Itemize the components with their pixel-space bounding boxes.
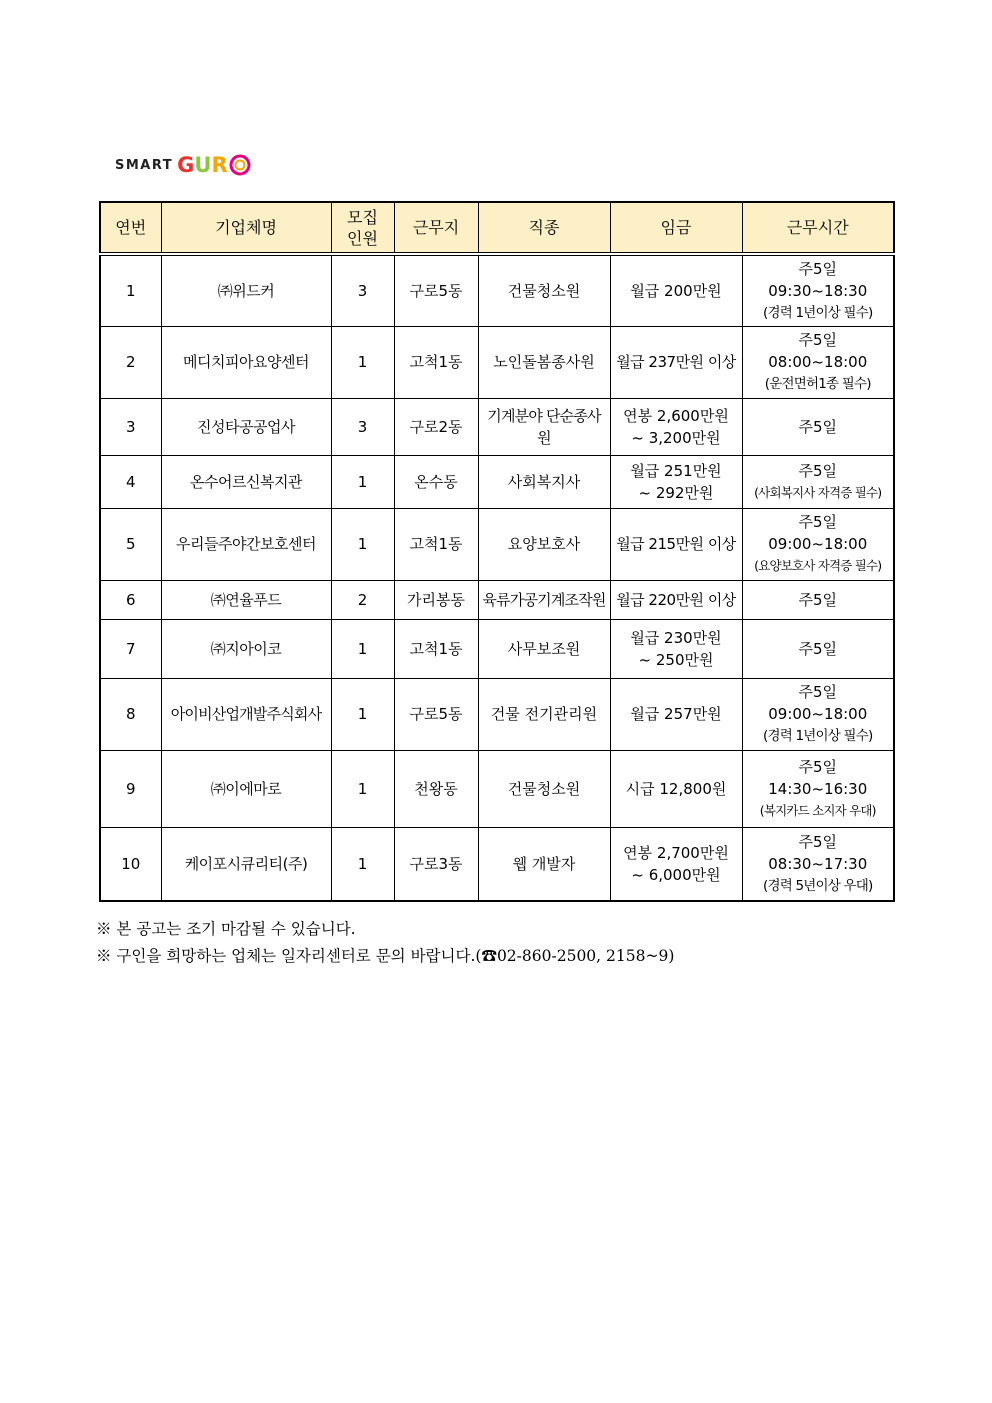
table-row bbox=[100, 580, 894, 619]
cell-wage bbox=[610, 678, 742, 750]
header-count-line2: 인원 bbox=[347, 228, 378, 248]
logo-smart-text: SMART bbox=[115, 157, 174, 173]
cell-no: 9 bbox=[100, 750, 161, 827]
wage-line: 월급 251만원 bbox=[630, 461, 722, 480]
header-count bbox=[331, 202, 394, 254]
cell-company: 온수어르신복지관 bbox=[161, 455, 331, 508]
cell-wage bbox=[610, 455, 742, 508]
hours-line: 주5일 bbox=[798, 757, 838, 776]
table-row bbox=[100, 326, 894, 398]
cell-location: 고척1동 bbox=[394, 619, 478, 678]
table-row bbox=[100, 750, 894, 827]
cell-job: 요양보호사 bbox=[478, 508, 610, 580]
hours-line: (경력 5년이상 우대) bbox=[763, 877, 873, 894]
cell-hours bbox=[742, 254, 894, 326]
cell-job: 노인돌봄종사원 bbox=[478, 326, 610, 398]
note-early-close: ※ 본 공고는 조기 마감될 수 있습니다. bbox=[96, 920, 356, 938]
cell-hours bbox=[742, 750, 894, 827]
hours-line: 주5일 bbox=[798, 259, 838, 278]
table-row bbox=[100, 508, 894, 580]
hours-line: (요양보호사 자격증 필수) bbox=[754, 558, 882, 573]
cell-wage bbox=[610, 750, 742, 827]
hours-line: 08:00~18:00 bbox=[768, 353, 868, 371]
wage-line: 월급 257만원 bbox=[630, 705, 722, 723]
cell-location: 구로5동 bbox=[394, 678, 478, 750]
cell-count: 3 bbox=[331, 254, 394, 326]
hours-line: (복지카드 소지자 우대) bbox=[759, 802, 876, 818]
cell-hours bbox=[742, 827, 894, 901]
cell-no: 10 bbox=[100, 827, 161, 901]
wage-line: 시급 12,800원 bbox=[625, 779, 727, 798]
table-row bbox=[100, 455, 894, 508]
header-no: 연번 bbox=[100, 202, 161, 254]
wage-line: 월급 200만원 bbox=[630, 281, 722, 300]
cell-no: 1 bbox=[100, 254, 161, 326]
cell-company: ㈜지아이코 bbox=[161, 619, 331, 678]
cell-hours bbox=[742, 455, 894, 508]
hours-line: (사회복지사 자격증 필수) bbox=[754, 484, 882, 500]
notes bbox=[96, 916, 674, 970]
hours-line: 09:30~18:30 bbox=[768, 281, 868, 300]
cell-hours bbox=[742, 678, 894, 750]
cell-job: 사회복지사 bbox=[478, 455, 610, 508]
cell-location: 구로5동 bbox=[394, 254, 478, 326]
hours-line: 주5일 bbox=[798, 461, 838, 480]
cell-count: 1 bbox=[331, 508, 394, 580]
cell-hours bbox=[742, 398, 894, 455]
cell-location: 고척1동 bbox=[394, 508, 478, 580]
wage-line: 월급 220만원 이상 bbox=[616, 590, 736, 609]
logo-letter-g: G bbox=[177, 152, 195, 177]
header-job: 직종 bbox=[478, 202, 610, 254]
wage-line: ~ 250만원 bbox=[638, 650, 714, 669]
cell-wage bbox=[610, 254, 742, 326]
cell-no: 2 bbox=[100, 326, 161, 398]
cell-job: 건물 전기관리원 bbox=[478, 678, 610, 750]
job-listing-table bbox=[99, 201, 895, 902]
table-header-row bbox=[100, 202, 894, 254]
cell-location: 천왕동 bbox=[394, 750, 478, 827]
hours-line: 09:00~18:00 bbox=[768, 535, 868, 553]
cell-hours bbox=[742, 580, 894, 619]
header-wage: 임금 bbox=[610, 202, 742, 254]
cell-location: 가리봉동 bbox=[394, 580, 478, 619]
cell-wage bbox=[610, 827, 742, 901]
cell-company: 우리들주야간보호센터 bbox=[161, 508, 331, 580]
hours-line: 주5일 bbox=[798, 513, 838, 531]
logo-o-ring-icon bbox=[229, 154, 251, 176]
hours-line: 주5일 bbox=[798, 639, 838, 658]
logo-letter-u: U bbox=[194, 152, 212, 177]
cell-count: 1 bbox=[331, 619, 394, 678]
hours-line: 주5일 bbox=[798, 590, 838, 609]
cell-job: 건물청소원 bbox=[478, 750, 610, 827]
header-count-line1: 모집 bbox=[347, 207, 378, 227]
table-row bbox=[100, 827, 894, 901]
cell-job: 사무보조원 bbox=[478, 619, 610, 678]
hours-line: 주5일 bbox=[798, 331, 838, 349]
note-contact: ※ 구인을 희망하는 업체는 일자리센터로 문의 바랍니다.(☎02-860-2500, 2158~9) bbox=[96, 947, 675, 965]
hours-line: 주5일 bbox=[798, 417, 838, 436]
cell-no: 3 bbox=[100, 398, 161, 455]
cell-location: 고척1동 bbox=[394, 326, 478, 398]
hours-line: 09:00~18:00 bbox=[768, 705, 868, 723]
header-hours: 근무시간 bbox=[742, 202, 894, 254]
wage-line: 월급 230만원 bbox=[630, 628, 722, 647]
hours-line: 주5일 bbox=[798, 832, 838, 851]
cell-no: 5 bbox=[100, 508, 161, 580]
cell-no: 7 bbox=[100, 619, 161, 678]
hours-line: (운전면허1종 필수) bbox=[764, 376, 871, 392]
table-row bbox=[100, 678, 894, 750]
cell-wage bbox=[610, 326, 742, 398]
cell-no: 8 bbox=[100, 678, 161, 750]
cell-count: 3 bbox=[331, 398, 394, 455]
header-company: 기업체명 bbox=[161, 202, 331, 254]
wage-line: 연봉 2,600만원 bbox=[623, 406, 729, 425]
hours-line: 주5일 bbox=[798, 683, 838, 701]
cell-company: 메디치피아요양센터 bbox=[161, 326, 331, 398]
cell-company: ㈜이에마로 bbox=[161, 750, 331, 827]
table-row bbox=[100, 398, 894, 455]
cell-count: 1 bbox=[331, 750, 394, 827]
cell-company: 아이비산업개발주식회사 bbox=[161, 678, 331, 750]
logo-letter-r: R bbox=[211, 152, 228, 177]
table-row bbox=[100, 619, 894, 678]
cell-count: 1 bbox=[331, 678, 394, 750]
wage-line: 월급 237만원 이상 bbox=[616, 353, 736, 371]
cell-company: ㈜연율푸드 bbox=[161, 580, 331, 619]
hours-line: (경력 1년이상 필수) bbox=[763, 728, 873, 744]
cell-job: 육류가공기계조작원 bbox=[478, 580, 610, 619]
cell-wage bbox=[610, 580, 742, 619]
cell-hours bbox=[742, 619, 894, 678]
header-location: 근무지 bbox=[394, 202, 478, 254]
cell-count: 2 bbox=[331, 580, 394, 619]
cell-count: 1 bbox=[331, 827, 394, 901]
cell-company: ㈜위드커 bbox=[161, 254, 331, 326]
hours-line: 08:30~17:30 bbox=[768, 854, 868, 873]
cell-location: 온수동 bbox=[394, 455, 478, 508]
cell-company: 진성타공공업사 bbox=[161, 398, 331, 455]
cell-job: 기계분야 단순종사원 bbox=[478, 398, 610, 455]
cell-no: 4 bbox=[100, 455, 161, 508]
cell-hours bbox=[742, 508, 894, 580]
cell-location: 구로2동 bbox=[394, 398, 478, 455]
cell-job: 건물청소원 bbox=[478, 254, 610, 326]
cell-no: 6 bbox=[100, 580, 161, 619]
wage-line: 연봉 2,700만원 bbox=[623, 843, 729, 862]
cell-company: 케이포시큐리티(주) bbox=[161, 827, 331, 901]
cell-wage bbox=[610, 619, 742, 678]
hours-line: 14:30~16:30 bbox=[768, 779, 868, 798]
cell-wage bbox=[610, 508, 742, 580]
cell-job: 웹 개발자 bbox=[478, 827, 610, 901]
cell-count: 1 bbox=[331, 455, 394, 508]
logo-guro-text bbox=[177, 154, 250, 176]
smart-guro-logo bbox=[115, 150, 251, 180]
wage-line: ~ 6,000만원 bbox=[631, 865, 721, 884]
table-row bbox=[100, 254, 894, 326]
hours-line: (경력 1년이상 필수) bbox=[763, 304, 873, 321]
cell-count: 1 bbox=[331, 326, 394, 398]
wage-line: ~ 292만원 bbox=[638, 483, 714, 502]
wage-line: ~ 3,200만원 bbox=[631, 428, 721, 447]
cell-hours bbox=[742, 326, 894, 398]
wage-line: 월급 215만원 이상 bbox=[616, 535, 736, 553]
cell-location: 구로3동 bbox=[394, 827, 478, 901]
cell-wage bbox=[610, 398, 742, 455]
